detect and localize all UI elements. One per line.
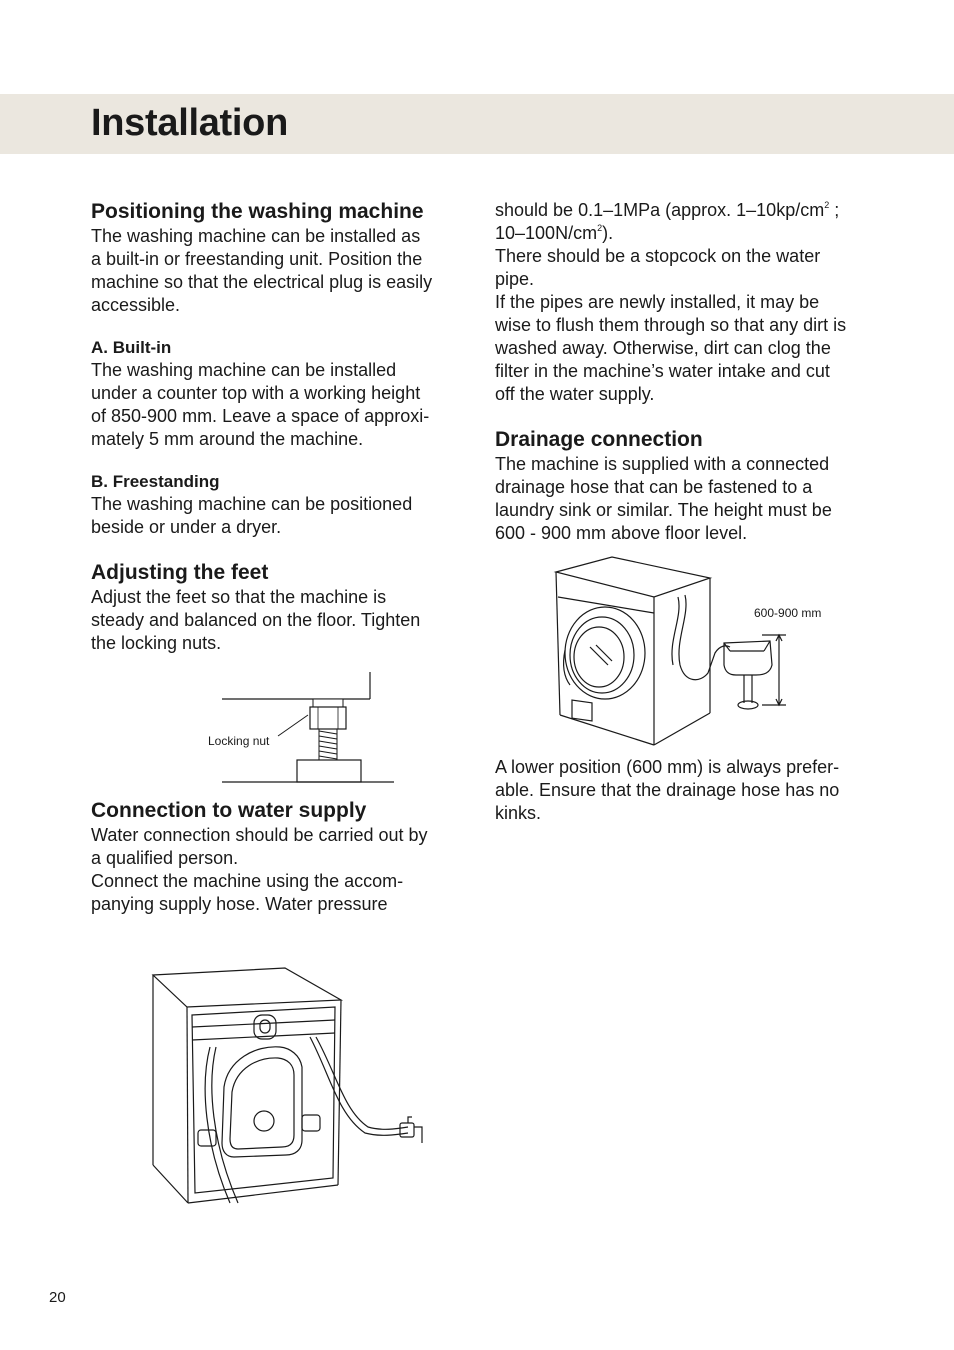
built-in-text: The washing machine can be installed under a counter top with a working height of 850-900 mm. Leave a space of approxi- mately 5 mm around the machine. (91, 360, 430, 449)
page-number: 20 (49, 1289, 66, 1306)
drainage-heading: Drainage connection (495, 428, 703, 451)
right-column (495, 199, 870, 545)
title-banner (0, 94, 954, 154)
drainage-text: The machine is supplied with a connected drainage hose that can be fastened to a laundry sink or similar. The height must be 600 - 900 mm above floor level. (495, 454, 832, 543)
drainage-note (495, 756, 870, 825)
locking-nut-figure (200, 668, 400, 786)
feet-text: Adjust the feet so that the machine is steady and balanced on the floor. Tighten the locking nuts. (91, 587, 421, 653)
water-heading: Connection to water supply (91, 799, 367, 822)
pressure-text: should be 0.1–1MPa (approx. $1-10kp/cm^2$ ; $10-100N/cm^2$). There should be a stopcock on the water pipe. If the pipes are newly installed, it may be wise to flush them through so that any dirt is washed away. Otherwise, dirt can clog the filter in the machine’s water intake and cut off the water supply. (495, 200, 847, 404)
left-column (91, 199, 463, 655)
machine-back-figure (150, 965, 430, 1210)
water-section (91, 798, 463, 916)
locking-nut-label: Locking nut (208, 734, 270, 748)
built-in-heading: A. Built-in (91, 338, 172, 357)
feet-heading: Adjusting the feet (91, 561, 269, 584)
drainage-height-label: 600-900 mm (754, 606, 822, 620)
freestanding-heading: B. Freestanding (91, 472, 220, 491)
page-title: Installation (91, 102, 288, 144)
positioning-text: The washing machine can be installed as a built-in or freestanding unit. Position the machine so that the electrical plug is easily accessible. (91, 226, 433, 315)
drainage-figure (550, 555, 840, 747)
water-text: Water connection should be carried out by a qualified person. Connect the machine using the accom- panying supply hose. Water pressure (91, 825, 428, 914)
freestanding-text: The washing machine can be positioned beside or under a dryer. (91, 494, 413, 537)
drainage-after-text: A lower position (600 mm) is always prefer- able. Ensure that the drainage hose has no kinks. (495, 757, 840, 823)
positioning-heading: Positioning the washing machine (91, 200, 424, 223)
